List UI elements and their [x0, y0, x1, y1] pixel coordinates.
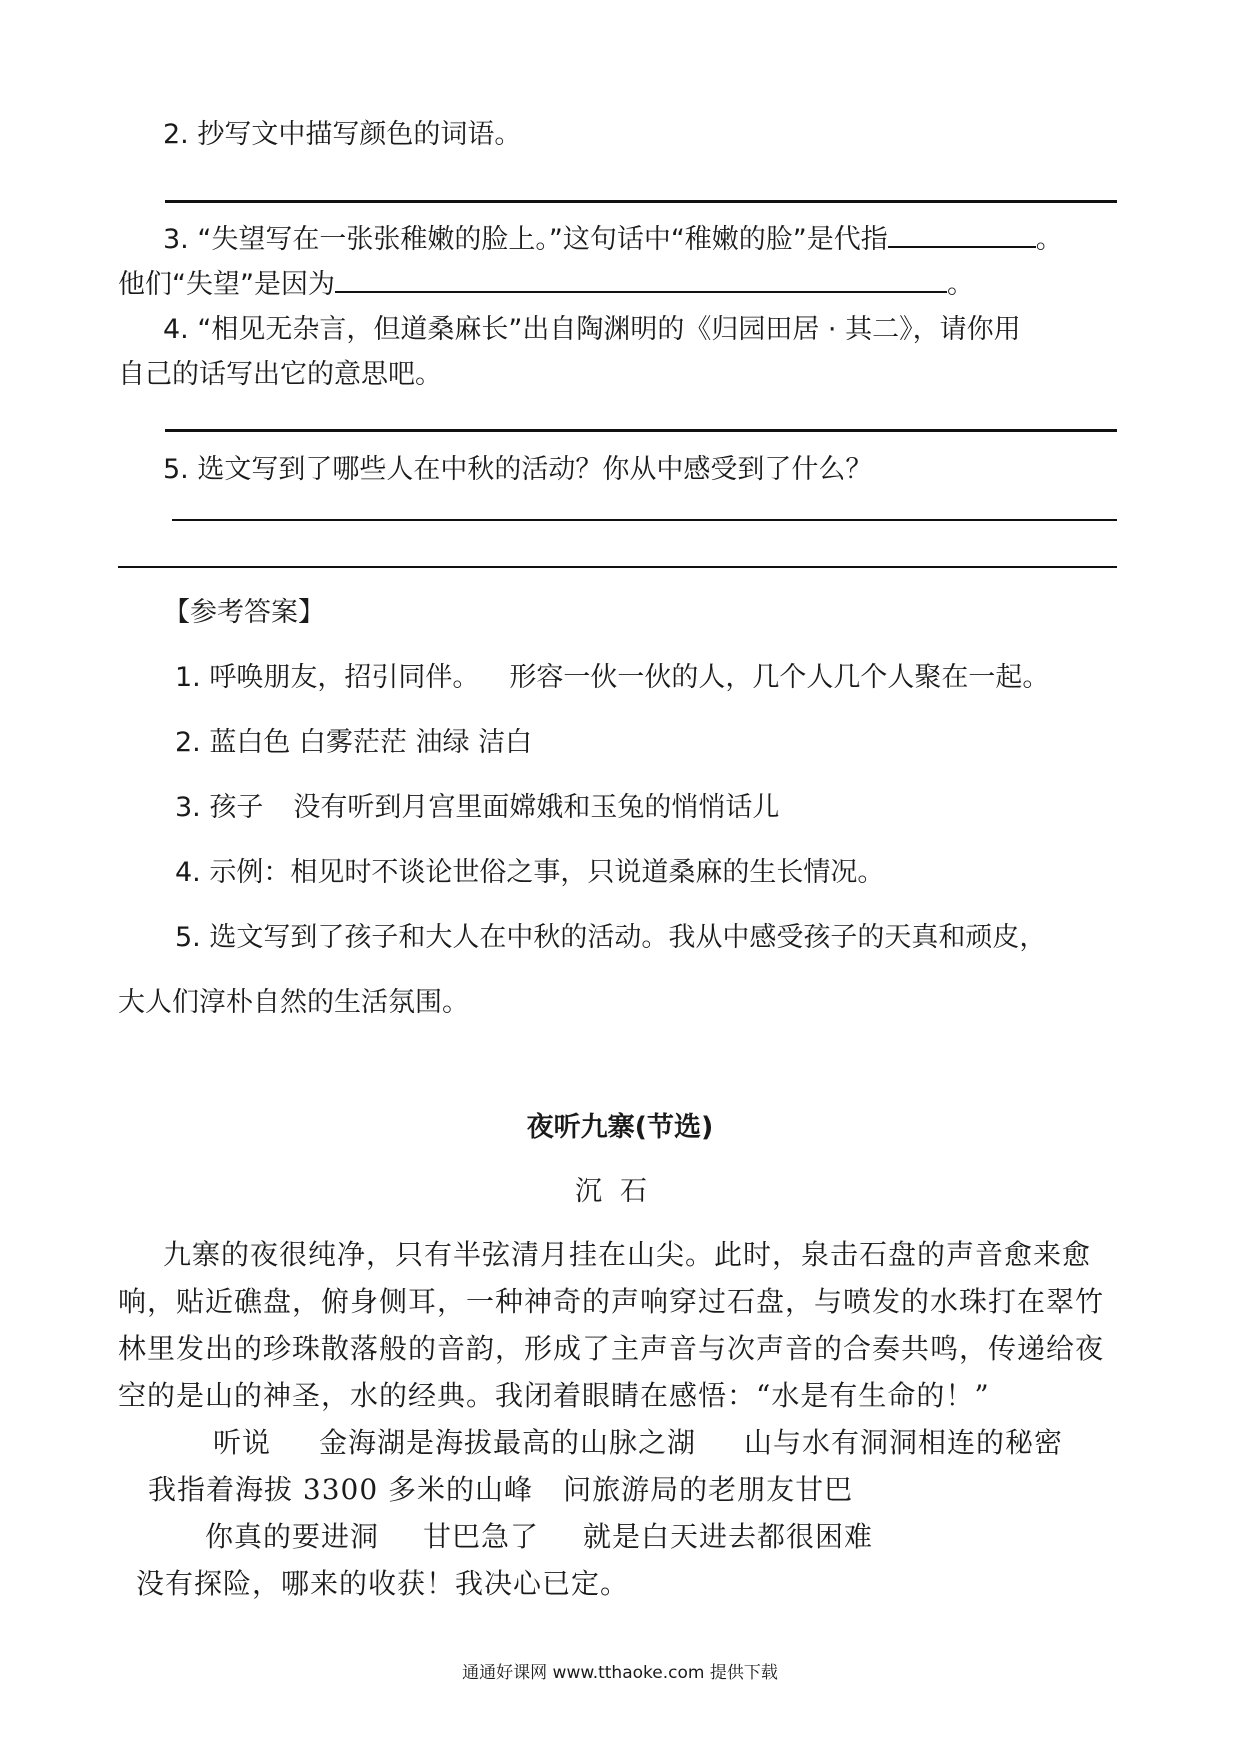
passage-p4-a: 你真的要进洞	[205, 1520, 380, 1553]
answer-line-q4	[165, 429, 1117, 432]
answer-3-part2: 没有听到月宫里面嫦娥和玉兔的悄悄话儿	[293, 792, 780, 823]
question-4-line1: 4. “相见无杂言，但道桑麻长”出自陶渊明的《归园田居 · 其二》，请你用	[163, 314, 1021, 345]
passage-author: 沉石	[575, 1176, 665, 1207]
answer-1-part1: 1. 呼唤朋友，招引同伴。	[175, 662, 480, 693]
answer-1-part2: 形容一伙一伙的人，几个人几个人聚在一起。	[509, 662, 1050, 693]
passage-p5: 没有探险，哪来的收获！我决心已定。	[136, 1567, 630, 1600]
question-3-line2	[118, 262, 974, 301]
passage-p1-line2: 响，贴近礁盘，俯身侧耳，一种神奇的声响穿过石盘，与喷发的水珠打在翠竹	[118, 1285, 1105, 1318]
passage-p4-b: 甘巴急了	[423, 1520, 540, 1553]
passage-p2-b: 金海湖是海拔最高的山脉之湖	[319, 1426, 697, 1459]
answer-5-line2: 大人们淳朴自然的生活氛围。	[118, 987, 469, 1018]
answer-3-part1: 3. 孩子	[175, 792, 264, 823]
question-3-end: 。	[1035, 224, 1063, 255]
blank-q3-b	[335, 290, 947, 293]
passage-p2-a: 听说	[213, 1426, 272, 1459]
passage-title: 夜听九寨(节选)	[526, 1112, 714, 1143]
passage-p4	[205, 1515, 873, 1555]
answer-3	[175, 785, 779, 824]
answer-line-q5-a	[172, 519, 1117, 521]
answer-2: 2. 蓝白色 白雾茫茫 油绿 洁白	[175, 727, 533, 758]
question-5: 5. 选文写到了哪些人在中秋的活动？你从中感受到了什么？	[163, 454, 873, 485]
passage-p1-line4: 空的是山的神圣，水的经典。我闭着眼睛在感悟：“水是有生命的！”	[118, 1379, 990, 1412]
answer-line-q2	[165, 200, 1117, 203]
answers-heading: 【参考答案】	[163, 597, 325, 628]
passage-p3-a: 我指着海拔 3300 多米的山峰	[148, 1473, 534, 1506]
passage-p2	[213, 1421, 1063, 1461]
question-3-line1	[163, 217, 1063, 256]
answer-4: 4. 示例：相见时不谈论世俗之事，只说道桑麻的生长情况。	[175, 857, 885, 888]
question-3-text2: 他们“失望”是因为	[118, 269, 335, 300]
passage-p4-c: 就是白天进去都很困难	[583, 1520, 874, 1553]
question-3-end2: 。	[946, 269, 974, 300]
question-2: 2. 抄写文中描写颜色的词语。	[163, 119, 522, 150]
question-4-line2: 自己的话写出它的意思吧。	[118, 359, 442, 390]
passage-p3	[148, 1468, 853, 1508]
answer-1	[175, 655, 1049, 694]
passage-p1-line3: 林里发出的珍珠散落般的音韵，形成了主声音与次声音的合奏共鸣，传递给夜	[118, 1332, 1105, 1365]
passage-p1-line1: 九寨的夜很纯净，只有半弦清月挂在山尖。此时，泉击石盘的声音愈来愈	[163, 1238, 1092, 1271]
passage-p3-b: 问旅游局的老朋友甘巴	[563, 1473, 854, 1506]
blank-q3-a	[888, 245, 1036, 248]
question-3-text: 3. “失望写在一张张稚嫩的脸上。”这句话中“稚嫩的脸”是代指	[163, 224, 888, 255]
answer-5-line1: 5. 选文写到了孩子和大人在中秋的活动。我从中感受孩子的天真和顽皮，	[175, 922, 1047, 953]
passage-p2-c: 山与水有洞洞相连的秘密	[744, 1426, 1064, 1459]
page-footer: 通通好课网 www.tthaoke.com 提供下载	[462, 1663, 778, 1683]
answer-line-q5-b	[118, 566, 1117, 568]
